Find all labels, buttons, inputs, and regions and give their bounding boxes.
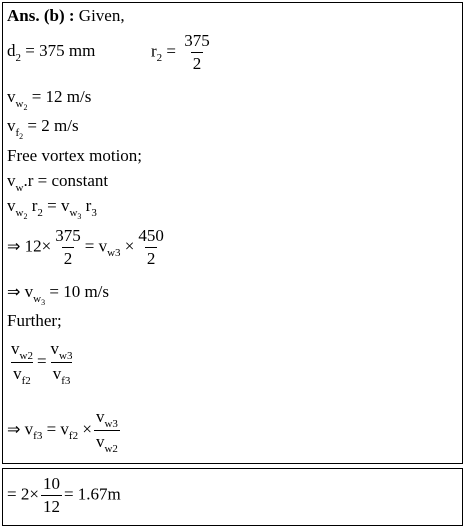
answer-heading	[7, 6, 125, 26]
given-vw2: $v_{w_2} = 12$ m/s	[7, 87, 92, 112]
implies-arrow-icon: ⇒	[7, 282, 21, 301]
given-vf2: $v_{f_2} = 2$ m/s	[7, 116, 79, 141]
vw-r-constant: $v_w.r$ = constant	[7, 171, 109, 194]
final-result-box	[2, 468, 463, 526]
given-d2: $d_2 = 375$ mm	[7, 41, 96, 64]
free-vortex-line: Free vortex motion;	[7, 146, 143, 165]
vw3-result: ⇒ $v_{w_3} = 10$ m/s	[7, 282, 110, 307]
implies-arrow-icon: ⇒	[7, 236, 21, 256]
given-r2: $r_2$ = $\frac{375}{2}$	[151, 31, 210, 73]
substitution-equation: ⇒ 12× $\frac{375}{2}$ = $v_{w3}$ × $\frac{450}{2}$	[7, 226, 164, 268]
vw2r2-equals-vw3r3: $v_{w_2}$ $r_2 = v_{w_3}$ $r_3$	[7, 196, 97, 221]
final-value: 1.67m	[77, 484, 121, 504]
final-equation: = 2× $\frac{10}{12}$ = 1.67m	[7, 474, 121, 516]
given-label: Given,	[78, 6, 125, 25]
d2-value: 375 mm	[39, 41, 96, 60]
velocity-ratio-equation: $\frac{v_{w2}}{v_{f2}}$ = $\frac{v_{w3}}{v_{f3}}$	[11, 339, 73, 387]
vf3-equation: ⇒ $v_{f3} = v_{f2}$ × $\frac{v_{w3}}{v_{w2}}$	[7, 407, 118, 455]
r2-fraction: $\frac{375}{2}$	[184, 31, 210, 73]
further-line: Further;	[7, 311, 62, 330]
implies-arrow-icon: ⇒	[7, 419, 21, 439]
answer-label: Ans. (b) :	[7, 6, 75, 25]
solution-box	[2, 2, 463, 464]
